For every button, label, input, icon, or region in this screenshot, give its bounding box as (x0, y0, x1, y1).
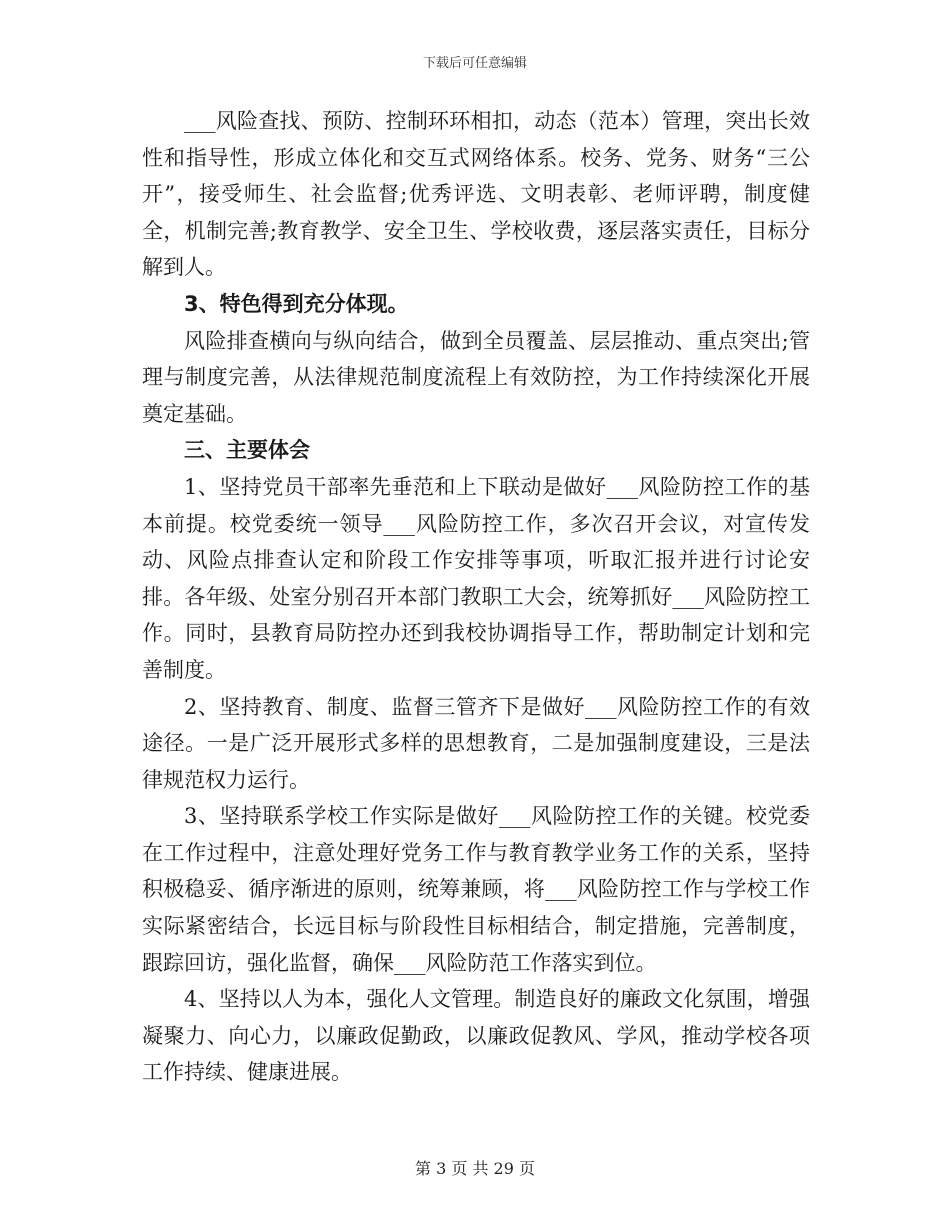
page-header: 下载后可任意编辑 (422, 56, 527, 71)
paragraph-2: 风险排查横向与纵向结合，做到全员覆盖、层层推动、重点突出;管理与制度完善，从法律规范制度流程上有效防控，为工作持续深化开展奠定基础。 (142, 328, 810, 426)
paragraph-5: 3、坚持联系学校工作实际是做好___风险防控工作的关键。校党委在工作过程中，注意处理好党务工作与教育教学业务工作的关系，坚持积极稳妥、循序渐进的原则，统筹兼顾，将___风险防控工作与学校工作实际紧密结合，长远目标与阶段性目标相结合，制定措施，完善制度，跟踪回访，强化监督，确保___风险防范工作落实到位。 (142, 804, 810, 975)
page-footer: 第 3 页 共 29 页 (415, 1159, 535, 1178)
paragraph-3: 1、坚持党员干部率先垂范和上下联动是做好___风险防控工作的基本前提。校党委统一领导___风险防控工作，多次召开会议，对宣传发动、风险点排查认定和阶段工作安排等事项，听取汇报并进行讨论安排。各年级、处室分别召开本部门教职工大会，统筹抓好___风险防控工作。同时，县教育局防控办还到我校协调指导工作，帮助制定计划和完善制度。 (142, 474, 810, 682)
paragraph-6: 4、坚持以人为本，强化人文管理。制造良好的廉政文化氛围，增强凝聚力、向心力，以廉政促勤政，以廉政促教风、学风，推动学校各项工作持续、健康进展。 (142, 987, 810, 1085)
paragraph-4: 2、坚持教育、制度、监督三管齐下是做好___风险防控工作的有效途径。一是广泛开展形式多样的思想教育，二是加强制度建设，三是法律规范权力运行。 (142, 694, 810, 792)
section-heading-feature: 3、特色得到充分体现。 (184, 291, 409, 316)
document-body (142, 103, 810, 1091)
section-heading-experience: 三、主要体会 (184, 438, 310, 463)
paragraph-1: ___风险查找、预防、控制环环相扣，动态（范本）管理，突出长效性和指导性，形成立体化和交互式网络体系。校务、党务、财务“三公开”，接受师生、社会监督;优秀评选、文明表彰、老师评聘，制度健全，机制完善;教育教学、安全卫生、学校收费，逐层落实责任，目标分解到人。 (142, 109, 810, 280)
